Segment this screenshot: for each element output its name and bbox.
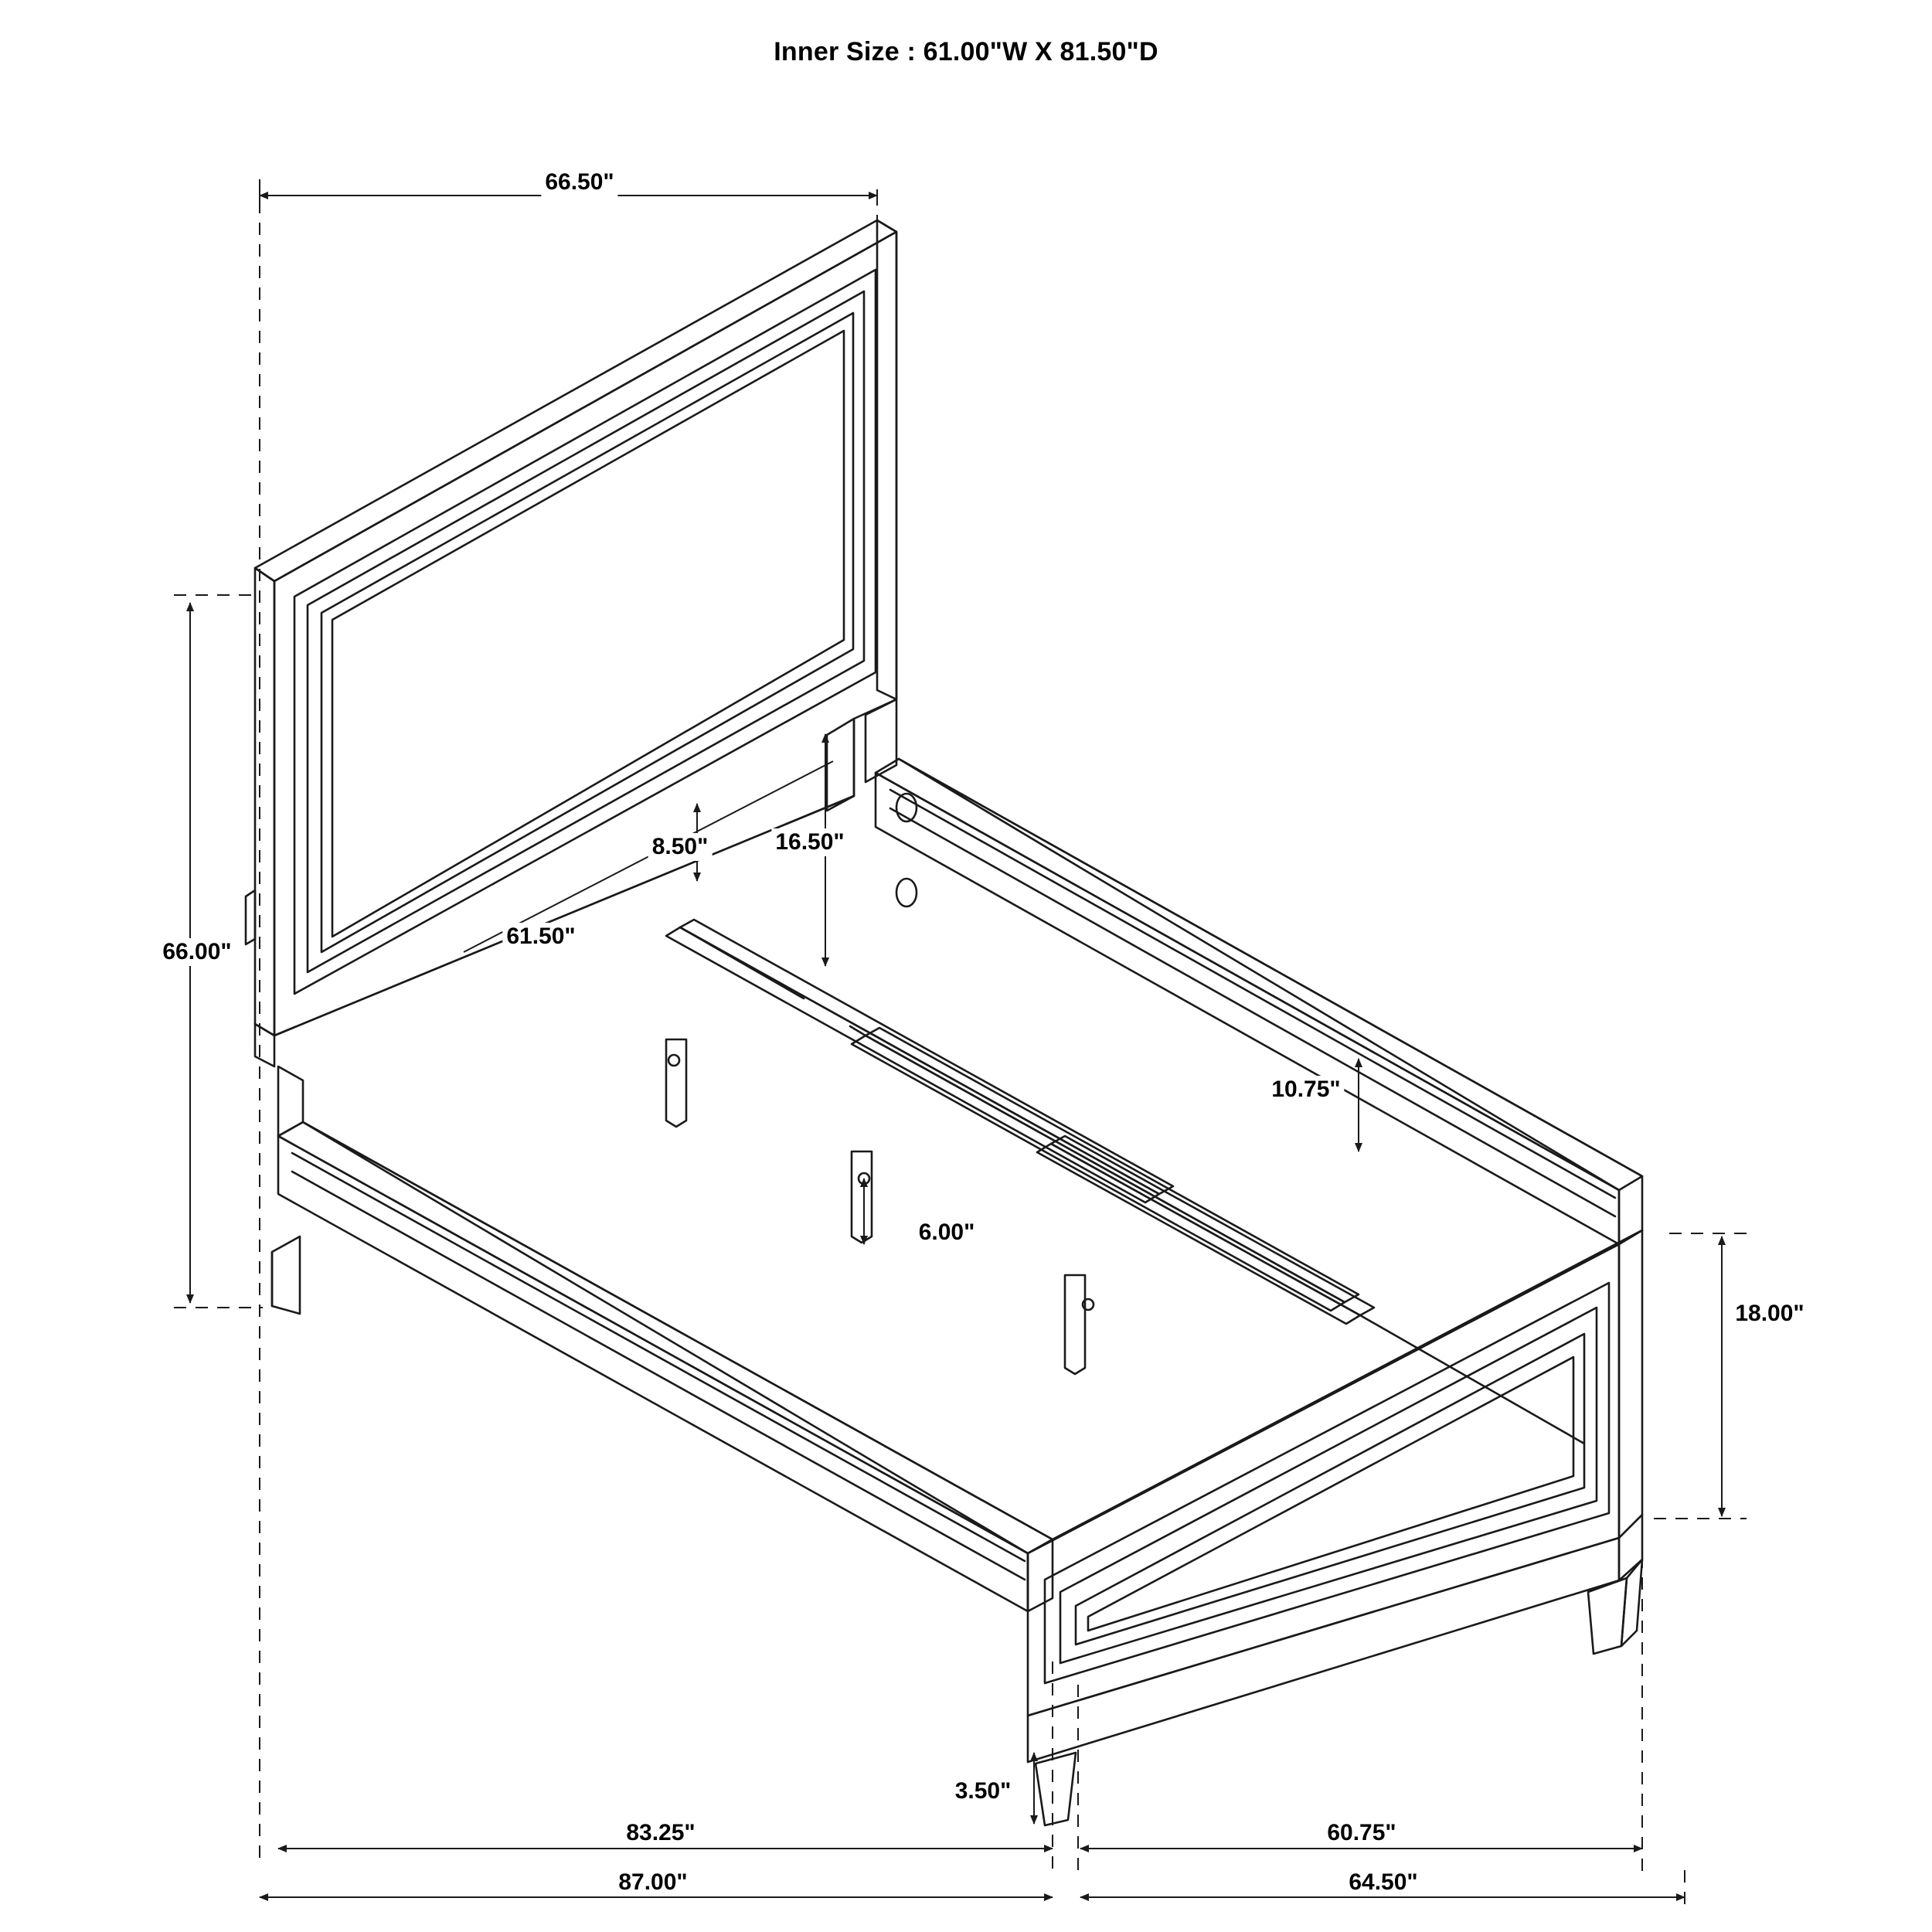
dim-label-66-50: 66.50" — [541, 168, 617, 196]
dim-label-83-25: 83.25" — [622, 1819, 699, 1847]
center-leg-2 — [852, 1151, 872, 1243]
bed-geometry — [246, 220, 1642, 1825]
dim-label-60-75: 60.75" — [1323, 1819, 1400, 1847]
dim-label-3-50: 3.50" — [951, 1777, 1015, 1805]
dim-label-6-00: 6.00" — [915, 1219, 979, 1247]
headboard-left-foot-block — [246, 890, 255, 944]
footboard-skirt-side — [1619, 1515, 1642, 1580]
screw-1 — [668, 1055, 679, 1066]
foot-left-leg — [1036, 1753, 1076, 1825]
page-title: Inner Size : 61.00"W X 81.50"D — [774, 37, 1158, 66]
footboard-moulding-1 — [1045, 1283, 1609, 1683]
center-leg-1 — [666, 1039, 686, 1127]
right-side-rail-far-face — [899, 759, 1642, 1244]
dim-label-64-50: 64.50" — [1345, 1869, 1421, 1896]
center-rail-b — [850, 1026, 866, 1036]
dimension-lines — [174, 179, 1747, 1913]
headboard-inner-panel-inset — [332, 331, 844, 937]
footboard-moulding-2 — [1060, 1308, 1597, 1663]
right-side-rail-groove-2 — [890, 808, 1615, 1216]
headboard-right-post — [877, 220, 896, 699]
footboard-inner-panel-inset — [1088, 1357, 1573, 1631]
foot-support-a — [1360, 1315, 1584, 1444]
footboard-skirt — [1028, 1538, 1619, 1762]
foot-right-leg-side — [1621, 1560, 1642, 1646]
head-left-leg — [272, 1236, 300, 1314]
center-rail-a — [680, 927, 804, 998]
left-rail-headboard-joint — [278, 1066, 303, 1136]
footboard-front-face — [1028, 1244, 1619, 1716]
slat-1-top — [680, 920, 1173, 1194]
right-side-rail-groove-1 — [890, 790, 1615, 1198]
dim-label-16-50: 16.50" — [771, 828, 848, 856]
dim-label-87-00: 87.00" — [614, 1869, 691, 1896]
dim-label-10-75: 10.75" — [1267, 1076, 1344, 1104]
slat-2-top — [866, 1028, 1359, 1302]
rail-hook-2 — [896, 879, 917, 906]
headboard-inner-bevel-2 — [308, 291, 864, 972]
center-leg-3 — [1065, 1275, 1085, 1374]
slat-1 — [666, 927, 1159, 1202]
slat-3-top — [1051, 1136, 1374, 1315]
headboard-left-post — [255, 568, 274, 1036]
footboard-right-face — [1053, 1230, 1642, 1539]
headboard-left-leg — [255, 1024, 274, 1066]
dim-label-18-00: 18.00" — [1731, 1300, 1808, 1328]
dim-label-8-50: 8.50" — [648, 833, 713, 861]
headboard-inner-bevel-1 — [294, 270, 876, 994]
headboard-top-edge — [255, 220, 896, 581]
left-side-rail-groove-1 — [292, 1153, 1025, 1561]
dim-label-66-00: 66.00" — [158, 938, 235, 966]
dim-label-61-50: 61.50" — [502, 923, 579, 951]
headboard-bottom-edge — [274, 796, 854, 1036]
